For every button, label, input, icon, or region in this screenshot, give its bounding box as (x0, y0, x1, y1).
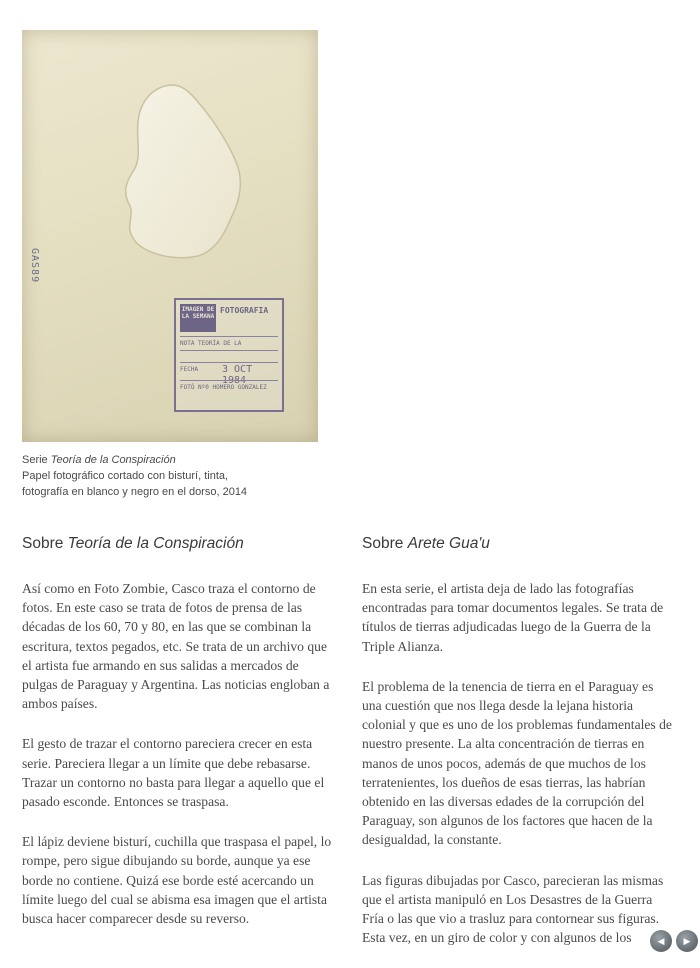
photo-stamp (174, 298, 284, 412)
caption-medium: Papel fotográfico cortado con bisturí, tinta, (22, 470, 229, 482)
stamp-divider (180, 380, 278, 381)
left-heading-title: Teoría de la Conspiración (67, 535, 244, 552)
handwritten-code: GAS89 (29, 248, 40, 284)
stamp-header: FOTOGRAFIA (220, 306, 269, 315)
right-heading-title: Arete Gua'u (407, 535, 490, 552)
caption-title-line (22, 452, 342, 468)
left-column (22, 535, 336, 949)
stamp-date-label: FECHA (180, 366, 199, 373)
stamp-line1: NOTA TEORÍA DE LA (180, 340, 242, 347)
stamp-logo: IMAGEN DE LA SEMANA (180, 304, 216, 332)
caption-prefix: Serie (22, 454, 51, 466)
artwork-photo (22, 30, 318, 442)
stamp-divider (180, 362, 278, 363)
right-paragraph: En esta serie, el artista deja de lado las fotografías encontradas para tomar documentos legales. Se trata de títulos de tierras adjudicadas luego de la Guerra de la Triple Alianza. (362, 581, 664, 654)
arrow-left-icon[interactable]: ◀ (650, 930, 672, 952)
stamp-date: 3 OCT 1984 (222, 364, 253, 386)
caption-series: Teoría de la Conspiración (50, 454, 176, 466)
left-paragraph: Así como en Foto Zombie, Casco traza el contorno de fotos. En este caso se trata de fotos de prensa de las décadas de los 60, 70 y 80, en las que se combinan la escritura, textos pegados, etc. Se trata de un archivo que el artista fue armando en sus salidas a mercados de pulgas de Paraguay y Argentina. Las noticias engloban a ambos países. (22, 581, 330, 712)
stamp-divider (180, 336, 278, 337)
artwork-caption (22, 452, 342, 500)
left-paragraph: El lápiz deviene bisturí, cuchilla que traspasa el papel, lo rompe, pero sigue dibujando su borde, aunque ya ese borde no contiene. Quizá ese borde esté acercando un límite luego del cual se abisma esa imagen que el artista busca hacer comparecer desde su reverso. (22, 834, 332, 927)
arrow-right-icon[interactable]: ▶ (676, 930, 698, 952)
left-paragraph: El gesto de trazar el contorno pareciera crecer en esta serie. Pareciera llegar a un límite que debe rebasarse. Trazar un contorno no basta para llegar a aquello que el pasado esconde. Entonces se traspasa. (22, 736, 325, 810)
left-heading (22, 535, 336, 553)
stamp-divider (180, 350, 278, 351)
left-heading-prefix: Sobre (22, 535, 68, 552)
right-column (362, 535, 676, 968)
stamp-photographer: FOTÓ Nº0 HOMERO GONZALEZ (180, 384, 267, 391)
right-paragraph: El problema de la tenencia de tierra en el Paraguay es una cuestión que nos llega desde la lejana historia colonial y que es uno de los problemas fundamentales de nuestro presente. La alta concentración de tierras en manos de unos pocos, además de que muchos de los terratenientes, los dueños de esas tierras, las habrían obtenido en las diversas edades de la corrupción del Paraguay, son algunos de los factores que hacen de la desigualdad, la constante. (362, 678, 672, 848)
caption-details: fotografía en blanco y negro en el dorso, 2014 (22, 486, 248, 498)
right-heading (362, 535, 676, 553)
right-heading-prefix: Sobre (362, 535, 408, 552)
right-paragraph: Las figuras dibujadas por Casco, parecieran las mismas que el artista manipuló en Los Desastres de la Guerra Fría o las que vio a trasluz para contornear sus figuras. Esta vez, en un giro de color y con algunos de los (362, 872, 664, 946)
